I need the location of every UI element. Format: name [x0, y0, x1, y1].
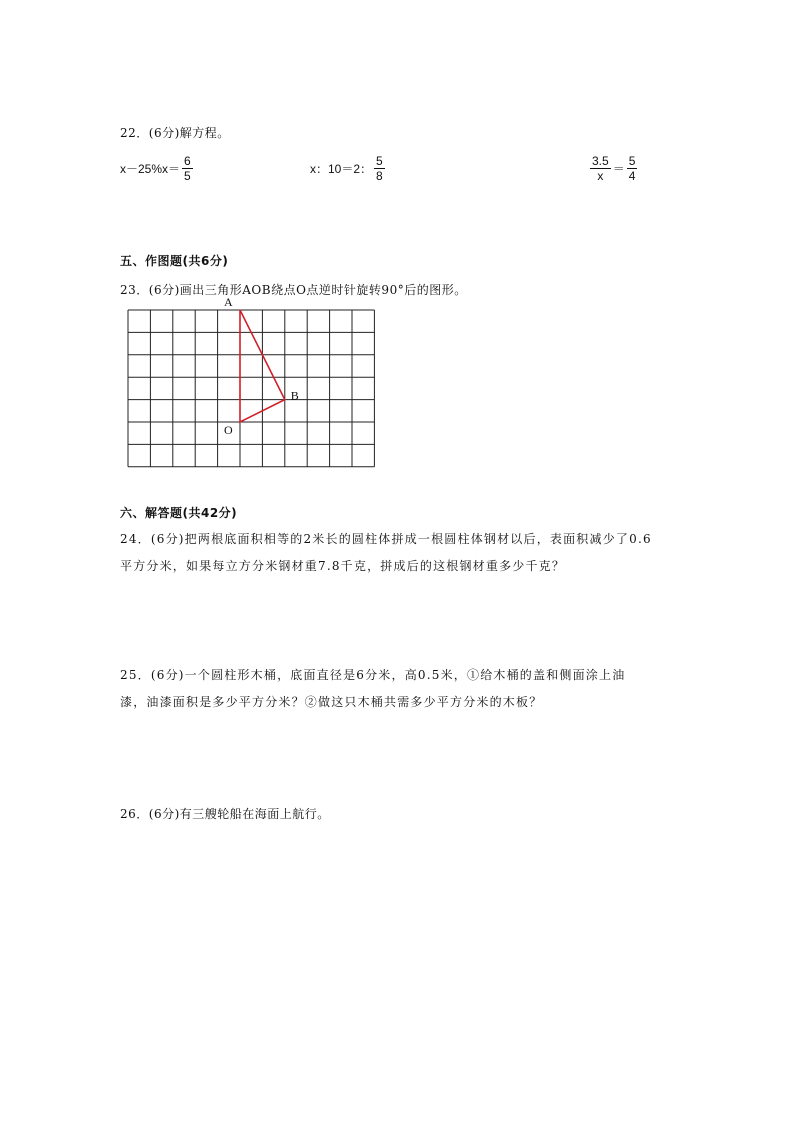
- eq3-fraction-2: [627, 154, 638, 183]
- eq2-numerator: 5: [376, 154, 383, 168]
- q26-title: 26．(6分)有三艘轮船在海面上航行。: [120, 807, 330, 821]
- q22-title: 22．(6分)解方程。: [120, 126, 230, 140]
- q23-title: 23．(6分)画出三角形AOB绕点O点逆时针旋转90°后的图形。: [120, 283, 467, 297]
- q25-line-1: 25．(6分)一个圆柱形木桶，底面直径是6分米，高0.5米，①给木桶的盖和侧面涂上油: [120, 668, 626, 682]
- eq3-denominator-2: 4: [628, 169, 636, 183]
- section-6-title: 六、解答题(共42分): [120, 506, 238, 520]
- section-5-title: 五、作图题(共6分): [120, 254, 229, 268]
- eq1-fraction: [182, 154, 193, 183]
- eq3-fraction-1: [590, 154, 611, 183]
- label-a: A: [224, 295, 233, 309]
- eq3-denominator-1: x: [597, 169, 604, 183]
- q25-line-2: 漆，油漆面积是多少平方分米？②做这只木桶共需多少平方分米的木板？: [120, 695, 543, 709]
- q24-text: [120, 526, 690, 580]
- q25-text: [120, 662, 690, 716]
- rotation-grid-figure: [120, 295, 382, 491]
- eq1-denominator: 5: [184, 169, 191, 183]
- label-o: O: [224, 423, 233, 437]
- equation-1: [120, 154, 195, 183]
- eq1-numerator: 6: [184, 154, 191, 168]
- q24-line-1: 24．(6分)把两根底面积相等的2米长的圆柱体拼成一根圆柱体钢材以后，表面积减少了0.6: [120, 532, 652, 546]
- eq3-equals: ＝: [612, 162, 625, 176]
- equation-2: [310, 154, 387, 183]
- eq3-numerator-1: 3.5: [592, 154, 609, 168]
- eq2-denominator: 8: [376, 169, 383, 183]
- eq1-left: x－25%x＝: [120, 162, 181, 176]
- q24-line-2: 平方分米，如果每立方分米钢材重7.8千克，拼成后的这根钢材重多少千克？: [120, 559, 566, 573]
- eq2-fraction: [374, 154, 385, 183]
- label-b: B: [290, 388, 299, 403]
- equation-3: [588, 154, 639, 183]
- eq3-numerator-2: 5: [628, 154, 636, 168]
- eq2-left: x：10＝2：: [310, 162, 373, 176]
